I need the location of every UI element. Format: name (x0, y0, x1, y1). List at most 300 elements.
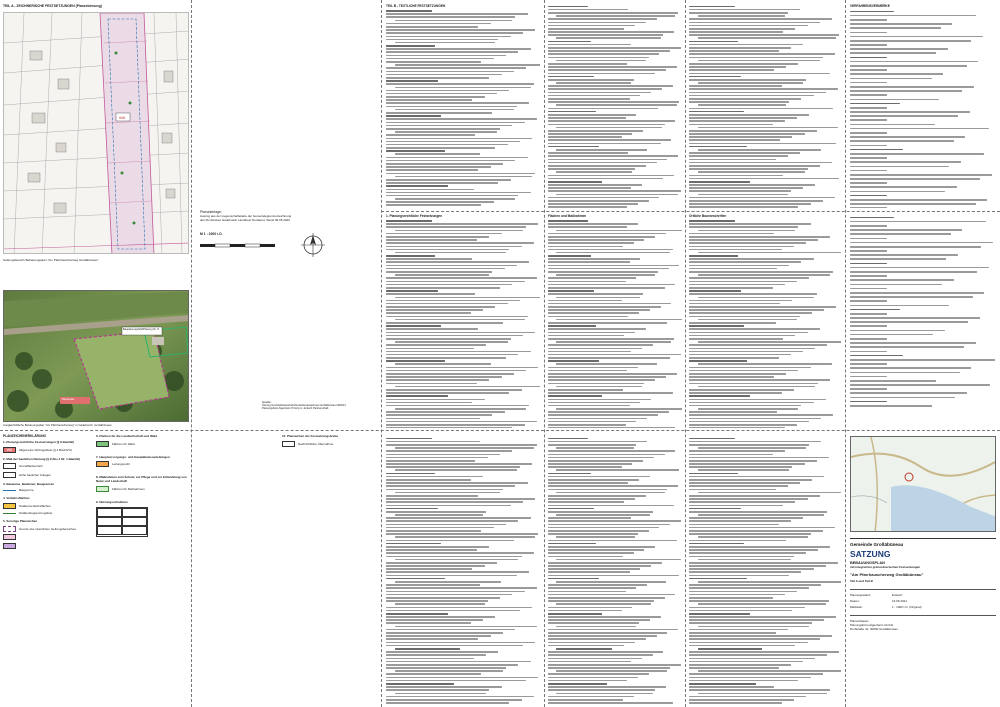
text-line (386, 594, 512, 596)
text-line (689, 200, 823, 202)
text-line (850, 140, 954, 142)
text-line (698, 171, 804, 173)
text-line (548, 568, 640, 570)
text-column-7 (386, 436, 540, 704)
text-line (850, 86, 974, 88)
text-line (556, 514, 650, 516)
text-line (548, 249, 673, 251)
text-line (548, 673, 649, 675)
map-caption-left: Geltungsbereich Bebauungsplan "Am Pfarrhauscherweg Großäbüneau" (3, 258, 99, 262)
text-line (698, 626, 809, 628)
text-line (698, 297, 814, 299)
legend-group-5: 5. Sonstige Planzeichen (3, 519, 38, 523)
text-line (850, 284, 942, 286)
text-line (850, 73, 943, 75)
text-line (689, 587, 809, 589)
text-line (386, 138, 532, 140)
text-line (548, 354, 681, 356)
section-a-title: TEIL A - ZEICHNERISCHE FESTSETZUNGEN (Planzeichnung) (3, 4, 102, 8)
text-line (689, 66, 786, 68)
text-line (395, 581, 501, 583)
text-line (386, 277, 537, 279)
text-line (850, 376, 887, 378)
text-line (689, 405, 801, 407)
text-line (386, 421, 537, 423)
legend-label: Grenze des räumlichen Geltungsbereiches (19, 526, 76, 531)
plan-subtype: mit integrierten grünordnerischen Festsetzungen (850, 565, 921, 569)
text-line (548, 571, 630, 573)
text-line (386, 13, 528, 15)
text-line (386, 495, 478, 497)
text-line (548, 389, 623, 391)
text-line (548, 642, 635, 644)
text-line (689, 41, 738, 43)
text-line (395, 363, 490, 365)
text-line (698, 341, 841, 343)
text-line (386, 379, 489, 381)
legend-col2-group-4: 9. Nutzungsschablone (96, 499, 128, 504)
text-line (548, 139, 671, 141)
text-line (548, 511, 653, 513)
wa-symbol-icon: WA (3, 447, 16, 453)
text-line (386, 466, 520, 468)
text-line (548, 223, 638, 225)
text-line (386, 351, 531, 353)
text-line (689, 265, 789, 267)
legend-col2-group-1: 6. Flächen für die Landwirtschaft und Wald (96, 434, 158, 438)
text-line (689, 444, 809, 446)
legend-group-3: 3. Bauweise, Baulinien, Baugrenzen (3, 481, 55, 486)
text-line (548, 549, 644, 551)
text-line (689, 271, 833, 273)
text-line (548, 284, 675, 286)
plan-base-caption-1: Planunterlage: (200, 210, 222, 214)
text-line (386, 530, 481, 532)
text-line (548, 421, 636, 423)
text-line (548, 98, 630, 100)
text-line (689, 34, 839, 36)
text-line (386, 622, 471, 624)
text-line (689, 524, 779, 526)
text-line (850, 263, 887, 265)
plan-parts: Teil A und Teil B (850, 579, 873, 583)
text-line (689, 511, 827, 513)
text-line (386, 463, 532, 465)
text-line (689, 517, 803, 519)
text-line (395, 319, 524, 321)
text-line (548, 159, 667, 161)
text-line (698, 670, 841, 672)
meta-row-1 (850, 593, 996, 597)
text-line (386, 629, 515, 631)
text-line (850, 124, 935, 126)
plan-base-caption-2: Auszug aus der Liegenschaftskarte der Gemeindegrenzenzeichnung (200, 214, 292, 218)
text-line (850, 401, 887, 403)
text-line (689, 261, 801, 263)
text-line (689, 95, 814, 97)
legend-col2-group-2: 7. Hauptversorgungs- und Hauptabwasserleitungen (96, 454, 170, 459)
text-line (386, 306, 495, 308)
text-line (386, 638, 478, 640)
text-line (556, 363, 657, 365)
text-line (556, 670, 667, 672)
text-line (386, 489, 503, 491)
text-line (689, 57, 823, 59)
text-line (556, 319, 682, 321)
text-line (850, 338, 887, 340)
text-line (386, 357, 506, 359)
text-line (386, 322, 503, 324)
aerial-caption: Ausgleichsfläche Bebauungsplan "Am Pfarrhauscherweg" in Gadebusch, Großäbüneau (3, 423, 112, 427)
text-line (548, 34, 663, 36)
text-line (689, 76, 741, 78)
text-line (698, 648, 762, 650)
text-line (689, 530, 823, 532)
text-line (689, 165, 820, 167)
text-line (556, 37, 661, 39)
text-line (548, 501, 624, 503)
text-line (689, 312, 812, 314)
text-line (386, 201, 494, 203)
text-line (386, 546, 489, 548)
legend-item-measures (96, 486, 191, 492)
text-line (386, 338, 511, 340)
legend-group-1: 1. Planungsrechtliche Festsetzungen (§ 9 BauGB) (3, 440, 74, 444)
legend-label: Baugrenze (19, 488, 34, 492)
office-line-2: Dorfstraße 41, 00000 Großäbüneau (850, 627, 898, 631)
text-line (386, 29, 535, 31)
text-line (386, 51, 518, 53)
text-line (850, 397, 955, 399)
text-line (850, 199, 987, 201)
text-line (850, 44, 887, 46)
text-line (386, 102, 529, 104)
office-label: Planverfasser: (850, 619, 870, 623)
text-line (386, 584, 480, 586)
text-line (386, 517, 531, 519)
text-column-2 (548, 4, 682, 208)
text-line (548, 220, 588, 222)
text-line (548, 619, 650, 621)
text-line (395, 603, 484, 605)
text-line (689, 479, 812, 481)
fold-line-v3 (544, 0, 545, 707)
text-line (556, 194, 678, 196)
meta-row-3 (850, 605, 996, 609)
text-line (548, 517, 631, 519)
text-line (548, 476, 650, 478)
text-line (850, 166, 949, 168)
text-line (386, 607, 532, 609)
text-line (395, 341, 507, 343)
text-line (689, 335, 795, 337)
text-line (548, 450, 675, 452)
text-line (386, 683, 454, 685)
text-line (548, 379, 655, 381)
text-line (689, 332, 808, 334)
text-line (556, 626, 636, 628)
text-line (386, 344, 486, 346)
text-line (689, 543, 744, 545)
text-line (386, 141, 520, 143)
text-line (386, 182, 498, 184)
text-line (689, 680, 798, 682)
text-line (548, 88, 662, 90)
text-line (386, 556, 522, 558)
text-line (689, 233, 774, 235)
text-line (698, 363, 832, 365)
text-line (548, 498, 635, 500)
fold-line-v5 (845, 0, 846, 707)
text-line (850, 65, 967, 67)
text-line (395, 447, 534, 449)
text-line (395, 297, 540, 299)
text-line (556, 536, 635, 538)
text-line (689, 44, 803, 46)
text-line (386, 112, 492, 114)
text-line (548, 69, 666, 71)
text-line (850, 267, 989, 269)
text-column-4 (386, 214, 540, 428)
text-line (386, 74, 502, 76)
text-line (698, 127, 838, 129)
text-block (689, 438, 841, 704)
text-line (689, 6, 735, 8)
text-line (548, 255, 591, 257)
text-line (850, 242, 993, 244)
text-line (556, 603, 651, 605)
text-line (548, 600, 654, 602)
aerial-source-1: Auszug Grundstücksverkehr/Gutachterausschuss Großäbüneau 2020/21 (262, 404, 346, 407)
text-line (850, 195, 887, 197)
text-line (689, 22, 820, 24)
text-line (386, 613, 448, 615)
text-line (689, 328, 820, 330)
text-line (689, 246, 794, 248)
text-line (548, 184, 642, 186)
text-line (548, 424, 626, 426)
legend-item-lila (3, 543, 87, 549)
text-line (850, 305, 949, 307)
text-line (548, 540, 677, 542)
text-line (689, 473, 738, 475)
text-line (689, 699, 794, 701)
meta-value: Entwurf (892, 593, 903, 597)
text-line (850, 346, 964, 348)
text-line (689, 460, 817, 462)
text-line (689, 658, 815, 660)
scope-boundary-icon (3, 526, 16, 532)
text-line (548, 175, 674, 177)
text-line (850, 94, 887, 96)
text-line (548, 508, 594, 510)
text-line (386, 287, 500, 289)
text-line (698, 514, 824, 516)
text-line (386, 373, 514, 375)
legend-item-forest (96, 441, 191, 447)
text-line (850, 355, 903, 357)
text-line (548, 31, 674, 33)
text-line (386, 616, 495, 618)
text-line (850, 330, 945, 332)
aerial-source-title: Quelle: (262, 400, 272, 404)
text-line (386, 699, 522, 701)
text-block (548, 438, 682, 704)
text-line (548, 689, 655, 691)
lilac-area-icon (3, 543, 16, 549)
text-line (689, 85, 782, 87)
text-line (548, 405, 630, 407)
meta-row-2 (850, 599, 996, 603)
text-line (548, 473, 591, 475)
text-line (548, 677, 638, 679)
text-line (850, 61, 978, 63)
text-line (556, 581, 666, 583)
text-line (556, 149, 647, 151)
text-line (386, 476, 483, 478)
text-line (386, 144, 508, 146)
text-line (386, 460, 475, 462)
text-line (689, 619, 824, 621)
text-line (689, 635, 832, 637)
text-line (386, 55, 506, 57)
text-line (689, 101, 789, 103)
text-line (548, 290, 594, 292)
text-line (556, 408, 682, 410)
text-line (548, 664, 681, 666)
text-line (548, 73, 655, 75)
text-line (689, 25, 808, 27)
text-line (548, 441, 647, 443)
text-line (386, 392, 509, 394)
text-line (850, 372, 960, 374)
text-line (386, 677, 538, 679)
text-line (395, 131, 497, 133)
text-line (386, 300, 520, 302)
text-line (386, 645, 523, 647)
text-line (386, 450, 512, 452)
text-line (689, 373, 786, 375)
plan-base-caption-3: des Flurstückes Gadebusch Landkreis Nordwest; Stand 09.05.2020 (200, 218, 290, 222)
text-line (395, 626, 537, 628)
fold-line-h2 (0, 430, 1000, 431)
svg-text:WA: WA (119, 115, 126, 120)
text-line (689, 578, 747, 580)
text-line (386, 328, 478, 330)
text-line (689, 421, 809, 423)
text-line (689, 696, 806, 698)
procedure-notes-mid (850, 214, 996, 428)
text-line (386, 261, 529, 263)
text-line (548, 181, 602, 183)
text-block (386, 438, 540, 704)
text-line (689, 549, 818, 551)
text-line (395, 42, 495, 44)
text-line (689, 457, 829, 459)
text-line (386, 457, 488, 459)
text-line (548, 360, 599, 362)
text-line (386, 185, 448, 187)
text-line (548, 114, 636, 116)
text-line (386, 39, 498, 41)
text-line (548, 629, 678, 631)
text-line (548, 53, 659, 55)
text-line (850, 153, 984, 155)
text-line (850, 288, 887, 290)
text-line (850, 309, 900, 311)
text-line (689, 162, 832, 164)
text-line (689, 575, 789, 577)
text-line (548, 479, 639, 481)
text-line (548, 370, 627, 372)
text-line (548, 454, 665, 456)
grz-symbol-icon (3, 463, 16, 469)
text-line (689, 114, 809, 116)
text-line (850, 15, 976, 17)
text-line (689, 505, 783, 507)
text-line (395, 252, 506, 254)
text-line (386, 96, 485, 98)
fold-line-h1 (381, 211, 1000, 212)
text-line (548, 303, 671, 305)
text-line (386, 80, 438, 82)
text-line (548, 168, 635, 170)
legend-item-street (3, 503, 87, 509)
text-column-1 (386, 4, 540, 208)
text-line (548, 338, 674, 340)
text-line (548, 418, 647, 420)
text-line (386, 680, 526, 682)
text-line (850, 69, 887, 71)
text-line (689, 12, 788, 14)
text-line (386, 591, 525, 593)
text-line (689, 498, 808, 500)
text-line (698, 194, 788, 196)
text-line (395, 176, 532, 178)
height-symbol-icon (3, 472, 16, 478)
text-line (689, 223, 811, 225)
text-line (689, 654, 827, 656)
text-line (689, 143, 836, 145)
text-column-8 (548, 436, 682, 704)
text-line (548, 328, 646, 330)
text-line (548, 357, 670, 359)
text-line (386, 204, 481, 206)
text-line (689, 454, 773, 456)
text-line (556, 82, 631, 84)
text-line (386, 549, 477, 551)
text-line (850, 351, 887, 353)
text-line (548, 41, 591, 43)
text-line (386, 689, 489, 691)
text-line (689, 28, 795, 30)
text-block (850, 11, 996, 208)
text-line (386, 664, 518, 666)
text-line (850, 32, 887, 34)
text-line (698, 581, 841, 583)
text-line (548, 658, 642, 660)
text-line (548, 556, 623, 558)
document-type: SATZUNG (850, 549, 891, 559)
text-line (548, 136, 622, 138)
text-line (850, 296, 973, 298)
notice-icon (282, 441, 295, 447)
text-line (689, 383, 818, 385)
text-line (689, 69, 774, 71)
text-line (850, 27, 941, 29)
text-line (689, 249, 782, 251)
text-line (689, 411, 777, 413)
